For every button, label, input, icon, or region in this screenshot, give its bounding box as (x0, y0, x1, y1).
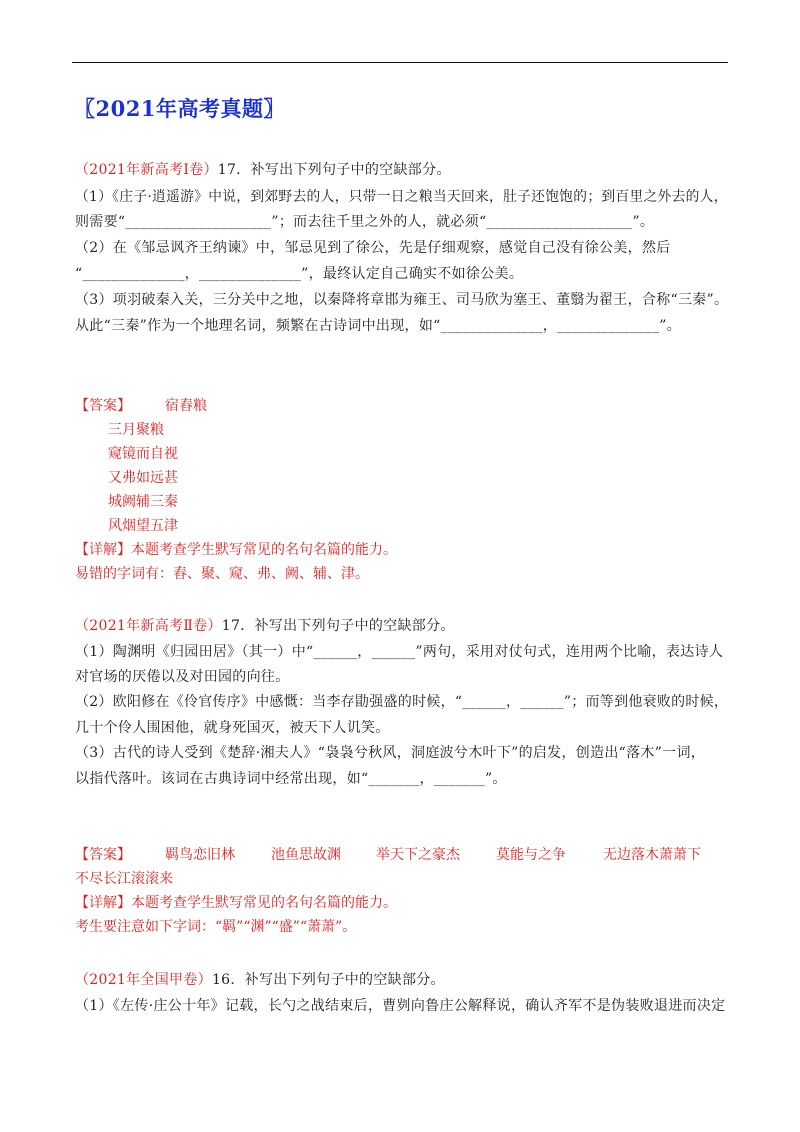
question-3-prompt: 16．补写出下列句子中的空缺部分。 (211, 972, 445, 988)
question-1-line-1: （1）《庄子·逍遥游》中说，到郊野去的人，只带一日之粮当天回来，肚子还饱饱的；到百里之外去的人， (75, 189, 728, 205)
question-1-header (75, 160, 451, 180)
question-2-line-4: 几十个伶人围困他，就身死国灭，被天下人讥笑。 (75, 720, 390, 736)
detail-label: 【详解】 (75, 542, 131, 558)
answer-item: 窥镜而自视 (108, 446, 178, 462)
answer-item: 池鱼思故渊 (271, 847, 341, 863)
answer-item: 莫能与之争 (496, 847, 566, 863)
answer-item: 举天下之豪杰 (376, 847, 460, 863)
question-2-line-1: （1）陶渊明《归园田居》（其一）中“______，______”两句，采用对仗句式，连用两个比喻，表达诗人 (75, 644, 724, 660)
question-1-line-4: “______________，______________”，最终认定自己确实不如徐公美。 (75, 266, 524, 282)
detail-line (75, 893, 397, 913)
header-rule (72, 62, 728, 63)
question-2-source: （2021年新高考Ⅱ卷） (75, 618, 222, 634)
answer-item: 不尽长江滚滚来 (75, 871, 173, 887)
question-1-line-5: （3）项羽破秦入关，三分关中之地，以秦降将章邯为雍王、司马欣为塞王、董翳为翟王，合称“三秦”。 (75, 292, 729, 308)
answer-item: 羁鸟恋旧林 (165, 847, 235, 863)
question-1-source: （2021年新高考Ⅰ卷） (75, 162, 218, 178)
question-2-line-6: 以指代落叶。该词在古典诗词中经常出现，如“_______，_______”。 (75, 771, 507, 787)
question-3-line-1: （1）《左传·庄公十年》记载，长勺之战结束后，曹刿向鲁庄公解释说，确认齐军不是伪装败退进而决定 (75, 998, 726, 1014)
question-1-line-6: 从此“三秦”作为一个地理名词，频繁在古诗词中出现，如“______________，______________”。 (75, 318, 682, 334)
answer-label: 【答案】 (75, 847, 131, 863)
answer-item: 宿舂粮 (165, 398, 207, 414)
question-2-line-5: （3）古代的诗人受到《楚辞·湘夫人》“袅袅兮秋风，洞庭波兮木叶下”的启发，创造出“落木”一词， (75, 745, 706, 761)
question-1-line-2: 则需要“____________________”；而去往千里之外的人，就必须“____________________”。 (75, 214, 655, 230)
answer-item: 三月聚粮 (108, 422, 164, 438)
answer-item: 又弗如远甚 (108, 470, 178, 486)
question-1-prompt: 17．补写出下列句子中的空缺部分。 (217, 162, 451, 178)
section-heading: 〖2021年高考真题〗 (74, 96, 285, 121)
question-1-line-3: （2）在《邹忌讽齐王纳谏》中，邹忌见到了徐公，先是仔细观察，感觉自己没有徐公美，然后 (75, 240, 671, 256)
question-3-source: （2021年全国甲卷） (75, 972, 212, 988)
answer-label: 【答案】 (75, 398, 131, 414)
question-2-line-3: （2）欧阳修在《伶官传序》中感慨：当李存勖强盛的时候，“______，______”；而等到他衰败的时候， (75, 694, 729, 710)
answer-item: 风烟望五津 (108, 518, 178, 534)
question-3-header (75, 970, 445, 990)
answer-item: 无边落木萧萧下 (603, 847, 701, 863)
detail-text: 本题考查学生默写常见的名句名篇的能力。 (131, 895, 397, 911)
question-2-header (75, 616, 455, 636)
answer-item: 城阙辅三秦 (108, 494, 178, 510)
question-2-line-2: 对官场的厌倦以及对田园的向往。 (75, 669, 290, 685)
detail-line (75, 540, 397, 560)
question-2-prompt: 17．补写出下列句子中的空缺部分。 (221, 618, 455, 634)
detail-text: 本题考查学生默写常见的名句名篇的能力。 (131, 542, 397, 558)
detail-label: 【详解】 (75, 895, 131, 911)
detail-note: 易错的字词有：舂、聚、窥、弗、阙、辅、津。 (75, 566, 369, 582)
detail-note: 考生要注意如下字词：“羁”“渊”“盛”“萧萧”。 (75, 919, 357, 935)
